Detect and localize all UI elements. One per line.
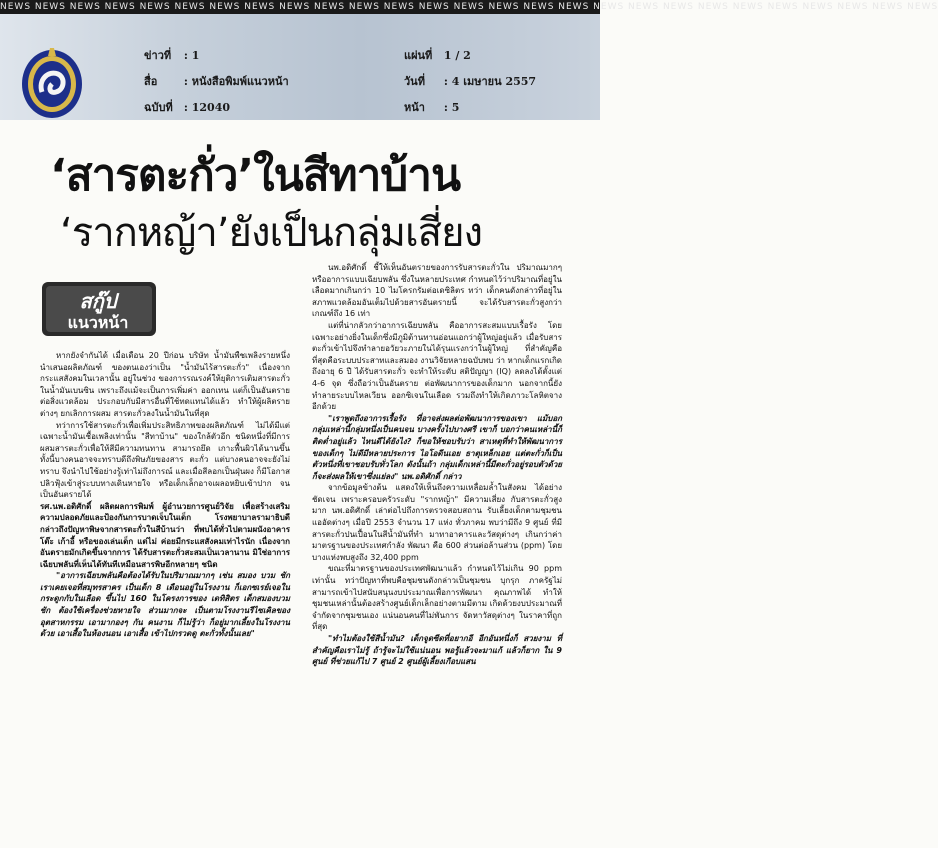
badge-line2: แนวหน้า [67, 313, 129, 332]
paragraph: ทว่าการใช้สารตะกั่วเพื่อเพิ่มประสิทธิภาพของผลิตภัณฑ์ ไม่ได้มีแต่เฉพาะน้ำมันเชื้อเพลิงเท่านั้น "สีทาบ้าน" ของใกล้ตัวอีก ชนิดหนึ่งที่มีการผสมสารตะกั่วเพื่อให้สีมีความทนทาน สามารถยึด เกาะพื้นผิวได้นานขึ้น ทั้งนี้บางคนอาจจะทราบดีถึงพิษภัยของสาร ตะกั่ว แต่บางคนอาจจะยังไม่ทราบ จึงนำไปใช้อย่างรู้เท่าไม่ถึงการณ์ และเมื่อสีลอกเป็นฝุ่นผง ก็มีโอกาสปลิวฟุ้งเข้าสู่ระบบทางเดินหายใจ หรือเด็กเล็กอาจเผลอหยิบเข้าปาก จนเป็นอันตรายได้ [40, 420, 290, 500]
news-banner: NEWS NEWS NEWS NEWS NEWS NEWS NEWS NEWS NEWS NEWS NEWS NEWS NEWS NEWS NEWS NEWS NEWS NEWS NEWS NEWS NEWS NEWS NEWS NEWS NEWS NEWS NEWS [0, 2, 938, 12]
paragraph: ขณะที่มาตรฐานของประเทศพัฒนาแล้ว กำหนดไว้ไม่เกิน 90 ppm เท่านั้น ทว่าปัญหาที่พบคือชุมชนดังกล่าวเป็นชุมชน บุกรุก ภาครัฐไม่สามารถเข้าไปสนับสนุนงบประมาณเพื่อการพัฒนา คุณภาพได้ ทำให้ชุมชนเหล่านั้นต้องสร้างศูนย์เด็กเล็กอย่างตามมีตาม เกิดด้วยงบประมาณที่จำกัดจากชุมชนเอง แน่นอนคนที่ไม่พันการ จัดหาวัสดุต่างๆ ในราคาที่ถูกที่สุด [312, 564, 562, 632]
badge-line1: สกู๊ป [79, 289, 117, 313]
clipping-header [0, 14, 600, 120]
headline-sub: ‘รากหญ้า’ยังเป็นกลุ่มเสี่ยง [60, 210, 483, 256]
news-number [144, 46, 199, 64]
sheet-label: แผ่นที่ [404, 49, 433, 62]
paragraph: "อาการเฉียบพลันคือต้องได้รับในปริมาณมากๆ เช่น สมอง บวม ชัก เราเคยเจอที่สมุทรสาคร เป็นเด็ก 8 เดือนอยู่ในโรงงาน ก็เอกซเรย์เจอในกระดูกกับในเลือด ขึ้นไป 160 ในโครงการของ เดทิสิตร เด็กสมองบวม ชัก ต้องใช้เครื่องช่วยหายใจ ส่วนมากจะ เป็นตามโรงงานรีไซเคิลของอุตสาหกรรม เอามากองๆ กัน คนงาน ก็ไม่รู้ว่า ก็อยู่มากเลี้ยงในโรงงานด้วย เอาเสื้อในห้องนอน เอาเสื้อ เข้าไปกรวดดู ตะกั่วทั้งนั้นเลย" [40, 571, 290, 639]
sheet-value: 1 / 2 [443, 49, 471, 62]
paragraph: จากข้อมูลข้างต้น แสดงให้เห็นถึงความเหลื่อมล้ำในสังคม ได้อย่างชัดเจน เพราะครอบครัวระดับ "รากหญ้า" มีความเสี่ยง กับสารตะกั่วสูงมาก นพ.อดิศักดิ์ เล่าต่อไปถึงการตรวจสอบสถาน รับเลี้ยงเด็กตามชุมชนแออัดต่างๆ เมื่อปี 2553 จำนวน 17 แห่ง ทั่วภาคม พบว่ามีถึง 9 ศูนย์ ที่มีสารตะกั่วปนเปื้อนในสีน้ำมันที่ทำ มาทาอาคารและวัสดุต่างๆ เกินกว่าค่ามาตรฐานของประเทศกำลัง พัฒนา คือ 600 ส่วนต่อล้านส่วน (ppm) โดยบางแห่งพบสูงถึง 32,400 ppm [312, 483, 562, 562]
media-name [144, 72, 289, 90]
issue-label: ฉบับที่ [144, 101, 173, 114]
date-label: วันที่ [404, 75, 425, 88]
paragraph: "ทำไมต้องใช้สีน้ำมัน? เด็กจูดซีดที่อยากอี อีกอันหนึ่งก็ สวยงาม ที่สำคัญคือเราไม่รู้ ถ้ารู้จะไม่ใช้แน่นอน พอรู้แล้วจะมาแก้ แล้วก็ยาก ใน 9 ศูนย์ ที่ช่วยแก้ไป 7 ศูนย์ 2 ศูนย์ผู้เลี้ยงเกือบแสน [312, 634, 562, 667]
paragraph: นพ.อดิศักดิ์ ชี้ให้เห็นอันตรายของการรับสารตะกั่วใน ปริมาณมากๆ หรืออาการแบบเฉียบพลัน ซึ่งในหลายประเทศ กำหนดไว้ว่าปริมาณที่อยู่ในเลือดมากเกินกว่า 10 ไมโครกรัมต่อเดซิลิตร ทว่า เด็กคนดังกล่าวที่อยู่ในสภาพแวดล้อมอันเต็มไปด้วยสารอันตรายนี้ จะได้รับสารตะกั่วสูงกว่าเกณฑ์ถึง 16 เท่า [312, 263, 562, 319]
issue-number [144, 98, 230, 116]
headline-main: ‘สารตะกั่ว’ในสีทาบ้าน [50, 150, 461, 201]
page-number [404, 98, 459, 116]
page-label: หน้า [404, 101, 425, 114]
sheet-number [404, 46, 471, 64]
publish-date [404, 72, 536, 90]
media-value: : หนังสือพิมพ์แนวหน้า [183, 75, 289, 88]
scoop-badge [40, 280, 158, 338]
right-column [312, 262, 562, 832]
left-column [40, 350, 290, 820]
paragraph: "เราพูดถึงอาการเรื้อรัง ที่อาจส่งผลต่อพัฒนาการของเขา แม้บอกกลุ่มเหล่านี้กลุ่มหนึ่งเป็นคนจน บางครั้งไปบางศรี เขาก็ บอกว่าคนเหล่านี้ก็ติดต่ำอยู่แล้ว ไหนดีได้ยังไง? ก็ขอให้ชอบรับว่า สาเหตุที่ทำให้พัฒนาการของเด็กๆ ไม่ดีมีหลายประการ ไอโอดีนเอย ธาตุเหล็กเอย แต่ตะกั่วก็เป็นตัวหนึ่งที่เขาชอบรับทั่วโลก ดังนั้นถ้า กลุ่มเด็กเหล่านี้มีตะกั่วอยู่รอบตัวด้วย ก็จะส่งผลให้เขาซึ่งแย่ลง" นพ.อดิศักดิ์ กล่าว [312, 413, 562, 481]
organization-logo-icon [20, 44, 84, 120]
media-label: สื่อ [144, 75, 158, 88]
paragraph: แต่ที่น่ากลัวกว่าอาการเฉียบพลัน คืออาการสะสมแบบเรื้อรัง โดยเฉพาะอย่างยิ่งในเด็กซึ่งมีภูมิต้านทานอ่อนแอกว่าผู้ใหญ่อยู่แล้ว เมื่อรับสารตะกั่วเข้าไปจึงทำลายอวัยวะภายในได้รุนแรงกว่าในผู้ใหญ่ ที่สำคัญคือที่สุดคือระบบประสาทและสมอง งานวิจัยหลายฉบับพบ ว่า หากเด็กแรกเกิดถึงอายุ 6 ปี ได้รับสารตะกั่ว จะทำให้ระดับ สติปัญญา (IQ) ลดลงได้ตั้งแต่ 4-6 จุด ซึ่งถือว่าเป็นอันตราย ต่อพัฒนาการของเด็กมาก นอกจากนี้ยังทำลายระบบไหลเวียน ออกซิเจนในเลือด รวมถึงทำให้เกิดภาวะโลหิตจางอีกด้วย [312, 320, 562, 412]
page-value: : 5 [443, 101, 460, 114]
issue-value: : 12040 [183, 101, 231, 114]
news-number-label: ข่าวที่ [144, 49, 172, 62]
news-number-value: : 1 [183, 49, 200, 62]
paragraph: รศ.นพ.อดิศักดิ์ ผลิตผลการพิมพ์ ผู้อำนวยการศูนย์วิจัย เพื่อสร้างเสริมความปลอดภัยและป้องกันการบาดเจ็บในเด็ก โรงพยาบาลรามาธิบดี กล่าวถึงปัญหาพิษจากสารตะกั่วในสีบ้านว่า ที่พบได้ทั่วไปตามผนังอาคาร โต๊ะ เก้าอี้ หรือของเล่นเด็ก แต่ไม่ ค่อยมีกระแสสังคมเท่าไรนัก เนื่องจากอันตรายมักเกิดขึ้นจากการ ได้รับสารตะกั่วสะสมเป็นเวลานาน มิใช่อาการเฉียบพลันที่เห็นได้ทันทีเหมือนสารพิษอีกหลายๆ ชนิด [40, 501, 290, 569]
paragraph: หากยังจำกันได้ เมื่อเดือน 20 ปีก่อน บริษัท น้ำมันพืชเพลิงรายหนึ่ง นำเสนอผลิตภัณฑ์ ของตนเองว่าเป็น "น้ำมันไร้สารตะกั่ว" เนื่องจากกระแสสังคมในเวลานั้น อยู่ในช่วง ของการรณรงค์ให้ยุติการเติมสารตะกั่วในน้ำมันเบนซิน เพราะถึงแม้จะเป็นการเพิ่มค่า ออกเทน แต่ก็เป็นอันตรายต่อสิ่งแวดล้อม ประกอบกับมีสารอื่นที่ใช้ทดแทนได้แล้ว ทำให้ผู้ผลิตรายต่างๆ ยกเลิกการผสม สารตะกั่วลงในน้ำมันในที่สุด [40, 351, 290, 418]
date-value: : 4 เมษายน 2557 [443, 75, 537, 88]
